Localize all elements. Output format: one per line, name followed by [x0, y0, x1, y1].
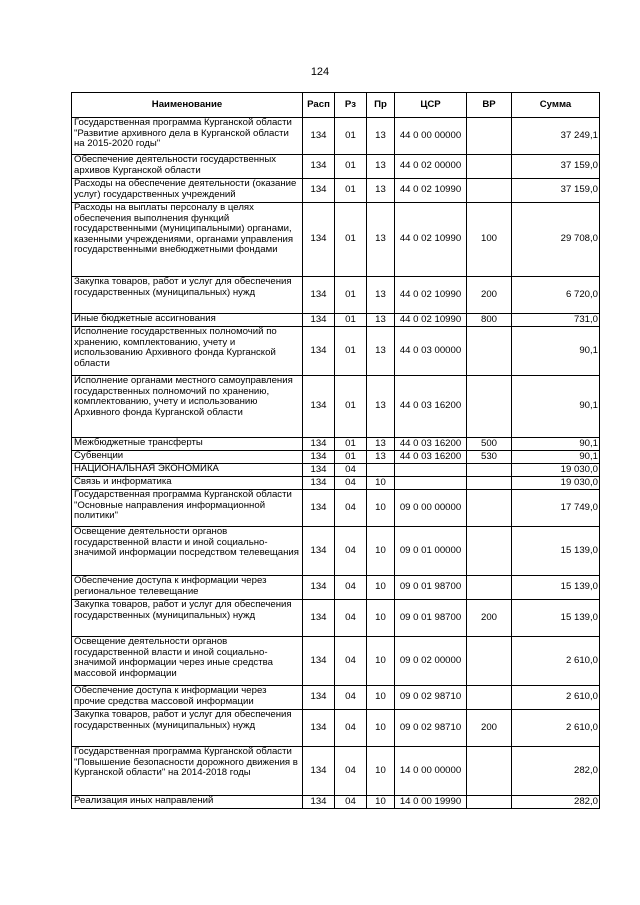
cell-pr: 13 — [367, 376, 395, 438]
cell-csr — [395, 477, 467, 490]
table-row — [72, 527, 600, 576]
cell-sum: 17 749,0 — [512, 490, 600, 527]
cell-vr: 800 — [467, 314, 512, 327]
cell-csr: 44 0 03 16200 — [395, 438, 467, 451]
cell-rz: 04 — [335, 686, 367, 710]
cell-vr — [467, 376, 512, 438]
page-number: 124 — [310, 66, 330, 78]
cell-rz: 01 — [335, 327, 367, 376]
cell-vr — [467, 477, 512, 490]
cell-csr: 44 0 03 16200 — [395, 451, 467, 464]
cell-rz: 01 — [335, 277, 367, 314]
cell-vr: 200 — [467, 710, 512, 747]
cell-pr: 13 — [367, 155, 395, 179]
cell-rz: 04 — [335, 464, 367, 477]
cell-rasp: 134 — [303, 451, 335, 464]
cell-rz: 04 — [335, 637, 367, 686]
cell-csr: 44 0 02 10990 — [395, 203, 467, 277]
cell-rasp: 134 — [303, 747, 335, 796]
cell-vr — [467, 796, 512, 809]
cell-csr: 09 0 01 98700 — [395, 576, 467, 600]
cell-rz: 04 — [335, 527, 367, 576]
table-row — [72, 464, 600, 477]
cell-sum: 37 249,1 — [512, 118, 600, 155]
table-row — [72, 118, 600, 155]
cell-rasp: 134 — [303, 600, 335, 637]
cell-rz: 01 — [335, 118, 367, 155]
cell-name: Государственная программа Курганской области "Основные направления информационной политики" — [72, 490, 303, 527]
cell-rasp: 134 — [303, 686, 335, 710]
cell-csr: 44 0 02 10990 — [395, 179, 467, 203]
cell-csr: 09 0 02 00000 — [395, 637, 467, 686]
cell-name: Освещение деятельности органов государственной власти и иной социально-значимой информации через иные средства массовой информации — [72, 637, 303, 686]
cell-rz: 01 — [335, 155, 367, 179]
cell-sum: 37 159,0 — [512, 155, 600, 179]
cell-rz: 04 — [335, 600, 367, 637]
cell-rasp: 134 — [303, 277, 335, 314]
cell-rasp: 134 — [303, 203, 335, 277]
cell-csr: 44 0 02 00000 — [395, 155, 467, 179]
header-pr: Пр — [367, 93, 395, 118]
table-body — [72, 118, 600, 809]
cell-rz: 01 — [335, 203, 367, 277]
cell-rz: 04 — [335, 710, 367, 747]
cell-pr: 10 — [367, 600, 395, 637]
cell-sum: 731,0 — [512, 314, 600, 327]
table-row — [72, 710, 600, 747]
cell-rz: 01 — [335, 314, 367, 327]
cell-sum: 15 139,0 — [512, 527, 600, 576]
cell-vr: 100 — [467, 203, 512, 277]
cell-rz: 01 — [335, 376, 367, 438]
cell-name: Иные бюджетные ассигнования — [72, 314, 303, 327]
cell-pr: 13 — [367, 203, 395, 277]
cell-pr: 10 — [367, 710, 395, 747]
cell-vr — [467, 747, 512, 796]
cell-sum: 2 610,0 — [512, 710, 600, 747]
cell-pr: 13 — [367, 118, 395, 155]
cell-rasp: 134 — [303, 527, 335, 576]
cell-pr: 13 — [367, 438, 395, 451]
cell-pr: 13 — [367, 179, 395, 203]
cell-rz: 04 — [335, 747, 367, 796]
cell-name: Обеспечение деятельности государственных архивов Курганской области — [72, 155, 303, 179]
cell-sum: 29 708,0 — [512, 203, 600, 277]
cell-name: Реализация иных направлений — [72, 796, 303, 809]
cell-pr: 10 — [367, 796, 395, 809]
table-row — [72, 747, 600, 796]
cell-rasp: 134 — [303, 314, 335, 327]
cell-pr: 10 — [367, 747, 395, 796]
table-row — [72, 576, 600, 600]
header-name: Наименование — [72, 93, 303, 118]
cell-name: Исполнение государственных полномочий по хранению, комплектованию, учету и использованию Архивного фонда Курганской области — [72, 327, 303, 376]
cell-csr: 14 0 00 00000 — [395, 747, 467, 796]
cell-vr: 200 — [467, 277, 512, 314]
cell-name: Межбюджетные трансферты — [72, 438, 303, 451]
cell-pr: 10 — [367, 527, 395, 576]
cell-name: Государственная программа Курганской области "Развитие архивного дела в Курганской области на 2015-2020 годы" — [72, 118, 303, 155]
cell-csr: 44 0 00 00000 — [395, 118, 467, 155]
cell-name: Закупка товаров, работ и услуг для обеспечения государственных (муниципальных) нужд — [72, 710, 303, 747]
cell-pr: 13 — [367, 277, 395, 314]
cell-vr — [467, 490, 512, 527]
cell-name: Субвенции — [72, 451, 303, 464]
cell-sum: 15 139,0 — [512, 600, 600, 637]
cell-vr: 530 — [467, 451, 512, 464]
table-row — [72, 796, 600, 809]
cell-sum: 6 720,0 — [512, 277, 600, 314]
cell-name: Закупка товаров, работ и услуг для обеспечения государственных (муниципальных) нужд — [72, 600, 303, 637]
cell-sum: 90,1 — [512, 438, 600, 451]
table-row — [72, 637, 600, 686]
cell-rz: 01 — [335, 438, 367, 451]
cell-sum: 15 139,0 — [512, 576, 600, 600]
cell-name: Обеспечение доступа к информации через региональное телевещание — [72, 576, 303, 600]
cell-vr — [467, 327, 512, 376]
cell-pr: 10 — [367, 490, 395, 527]
cell-pr: 13 — [367, 314, 395, 327]
cell-csr: 09 0 02 98710 — [395, 710, 467, 747]
cell-sum: 90,1 — [512, 376, 600, 438]
cell-rasp: 134 — [303, 477, 335, 490]
cell-pr: 13 — [367, 327, 395, 376]
cell-rasp: 134 — [303, 179, 335, 203]
cell-rasp: 134 — [303, 576, 335, 600]
cell-vr — [467, 527, 512, 576]
cell-csr: 44 0 03 00000 — [395, 327, 467, 376]
cell-sum: 282,0 — [512, 796, 600, 809]
cell-vr — [467, 179, 512, 203]
table-row — [72, 327, 600, 376]
cell-sum: 2 610,0 — [512, 686, 600, 710]
cell-csr: 09 0 01 00000 — [395, 527, 467, 576]
table-row — [72, 477, 600, 490]
cell-pr: 10 — [367, 477, 395, 490]
cell-rasp: 134 — [303, 796, 335, 809]
table-row — [72, 376, 600, 438]
table-row — [72, 451, 600, 464]
cell-vr: 500 — [467, 438, 512, 451]
cell-name: НАЦИОНАЛЬНАЯ ЭКОНОМИКА — [72, 464, 303, 477]
cell-vr — [467, 637, 512, 686]
cell-sum: 2 610,0 — [512, 637, 600, 686]
cell-rasp: 134 — [303, 710, 335, 747]
cell-rasp: 134 — [303, 438, 335, 451]
cell-csr: 44 0 03 16200 — [395, 376, 467, 438]
cell-csr: 09 0 02 98710 — [395, 686, 467, 710]
cell-name: Расходы на выплаты персоналу в целях обеспечения выполнения функций государственными (муниципальными) органами, казенными учреждениями, органами управления государственными внебюджетными фондами — [72, 203, 303, 277]
cell-rasp: 134 — [303, 637, 335, 686]
cell-pr — [367, 464, 395, 477]
cell-name: Связь и информатика — [72, 477, 303, 490]
cell-vr — [467, 155, 512, 179]
cell-sum: 19 030,0 — [512, 477, 600, 490]
table-row — [72, 686, 600, 710]
cell-name: Расходы на обеспечение деятельности (оказание услуг) государственных учреждений — [72, 179, 303, 203]
cell-sum: 37 159,0 — [512, 179, 600, 203]
cell-name: Исполнение органами местного самоуправления государственных полномочий по хранению, комплектованию, учету и использованию Архивного фонда Курганской области — [72, 376, 303, 438]
cell-csr: 09 0 01 98700 — [395, 600, 467, 637]
table-row — [72, 203, 600, 277]
header-csr: ЦСР — [395, 93, 467, 118]
cell-vr — [467, 464, 512, 477]
cell-name: Государственная программа Курганской области "Повышение безопасности дорожного движения в Курганской области" на 2014-2018 годы — [72, 747, 303, 796]
cell-name: Обеспечение доступа к информации через прочие средства массовой информации — [72, 686, 303, 710]
cell-csr: 14 0 00 19990 — [395, 796, 467, 809]
cell-rz: 04 — [335, 477, 367, 490]
header-sum: Сумма — [512, 93, 600, 118]
cell-vr — [467, 686, 512, 710]
cell-pr: 10 — [367, 637, 395, 686]
cell-name: Закупка товаров, работ и услуг для обеспечения государственных (муниципальных) нужд — [72, 277, 303, 314]
cell-csr: 44 0 02 10990 — [395, 277, 467, 314]
cell-rasp: 134 — [303, 118, 335, 155]
cell-rz: 01 — [335, 451, 367, 464]
table-header-row — [72, 93, 600, 118]
cell-rasp: 134 — [303, 490, 335, 527]
cell-rz: 04 — [335, 490, 367, 527]
cell-pr: 10 — [367, 576, 395, 600]
table-row — [72, 600, 600, 637]
cell-csr: 09 0 00 00000 — [395, 490, 467, 527]
cell-csr: 44 0 02 10990 — [395, 314, 467, 327]
cell-csr — [395, 464, 467, 477]
cell-name: Освещение деятельности органов государственной власти и иной социально-значимой информации посредством телевещания — [72, 527, 303, 576]
cell-vr — [467, 118, 512, 155]
cell-rz: 04 — [335, 796, 367, 809]
table-row — [72, 314, 600, 327]
cell-rasp: 134 — [303, 155, 335, 179]
cell-rz: 01 — [335, 179, 367, 203]
table-row — [72, 277, 600, 314]
table-row — [72, 438, 600, 451]
header-vr: ВР — [467, 93, 512, 118]
cell-vr — [467, 576, 512, 600]
header-rz: Рз — [335, 93, 367, 118]
cell-sum: 90,1 — [512, 327, 600, 376]
cell-sum: 90,1 — [512, 451, 600, 464]
cell-rasp: 134 — [303, 464, 335, 477]
cell-rasp: 134 — [303, 376, 335, 438]
cell-rasp: 134 — [303, 327, 335, 376]
cell-rz: 04 — [335, 576, 367, 600]
cell-pr: 13 — [367, 451, 395, 464]
header-rasp: Расп — [303, 93, 335, 118]
table-row — [72, 179, 600, 203]
table-row — [72, 155, 600, 179]
cell-vr: 200 — [467, 600, 512, 637]
budget-table — [71, 92, 600, 809]
cell-sum: 282,0 — [512, 747, 600, 796]
table-row — [72, 490, 600, 527]
cell-sum: 19 030,0 — [512, 464, 600, 477]
cell-pr: 10 — [367, 686, 395, 710]
